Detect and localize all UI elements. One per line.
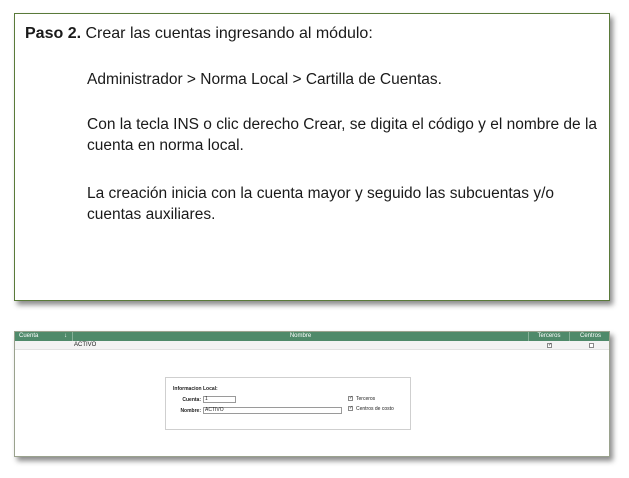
column-header-nombre[interactable]: Nombre [73, 332, 529, 341]
grid-header [15, 332, 609, 341]
nombre-field[interactable]: ACTIVO [203, 407, 342, 414]
terceros-checkbox[interactable]: ✓ [548, 342, 553, 348]
terceros-option-checkbox[interactable]: ✓ [349, 395, 354, 402]
step-label: Paso 2. [25, 25, 82, 42]
table-row[interactable] [15, 341, 609, 350]
centros-option[interactable] [348, 406, 394, 412]
cuenta-label: Cuenta: [182, 397, 201, 403]
cuenta-field[interactable]: 1 [203, 396, 236, 403]
centros-checkbox[interactable] [589, 343, 594, 348]
column-header-centros[interactable]: Centros [579, 333, 601, 339]
nombre-label: Nombre: [180, 408, 201, 414]
order-instructions: La creación inicia con la cuenta mayor y seguido las subcuentas y/o cuentas auxiliares. [87, 185, 554, 223]
step-line [25, 24, 373, 44]
cell-nombre: ACTIVO [74, 342, 97, 348]
column-header-terceros[interactable]: Terceros [529, 332, 570, 341]
sort-arrow-icon[interactable]: ↓ [64, 333, 67, 339]
centros-option-label: Centros de costo [356, 406, 394, 412]
centros-option-checkbox[interactable]: ✓ [349, 405, 354, 412]
module-path: Administrador > Norma Local > Cartilla de Cuentas. [87, 71, 442, 88]
terceros-option-label: Terceros [356, 396, 376, 402]
create-instructions: Con la tecla INS o clic derecho Crear, se digita el código y el nombre de la cuenta en norma local. [87, 116, 598, 154]
step-text: Crear las cuentas ingresando al módulo: [85, 25, 373, 42]
accounts-module-screenshot [14, 331, 610, 457]
column-label-cuenta: Cuenta [19, 333, 39, 339]
info-local-panel [165, 377, 411, 430]
instructions-box [14, 13, 610, 301]
terceros-option[interactable] [348, 396, 375, 402]
info-panel-title: Informacion Local: [173, 386, 218, 392]
